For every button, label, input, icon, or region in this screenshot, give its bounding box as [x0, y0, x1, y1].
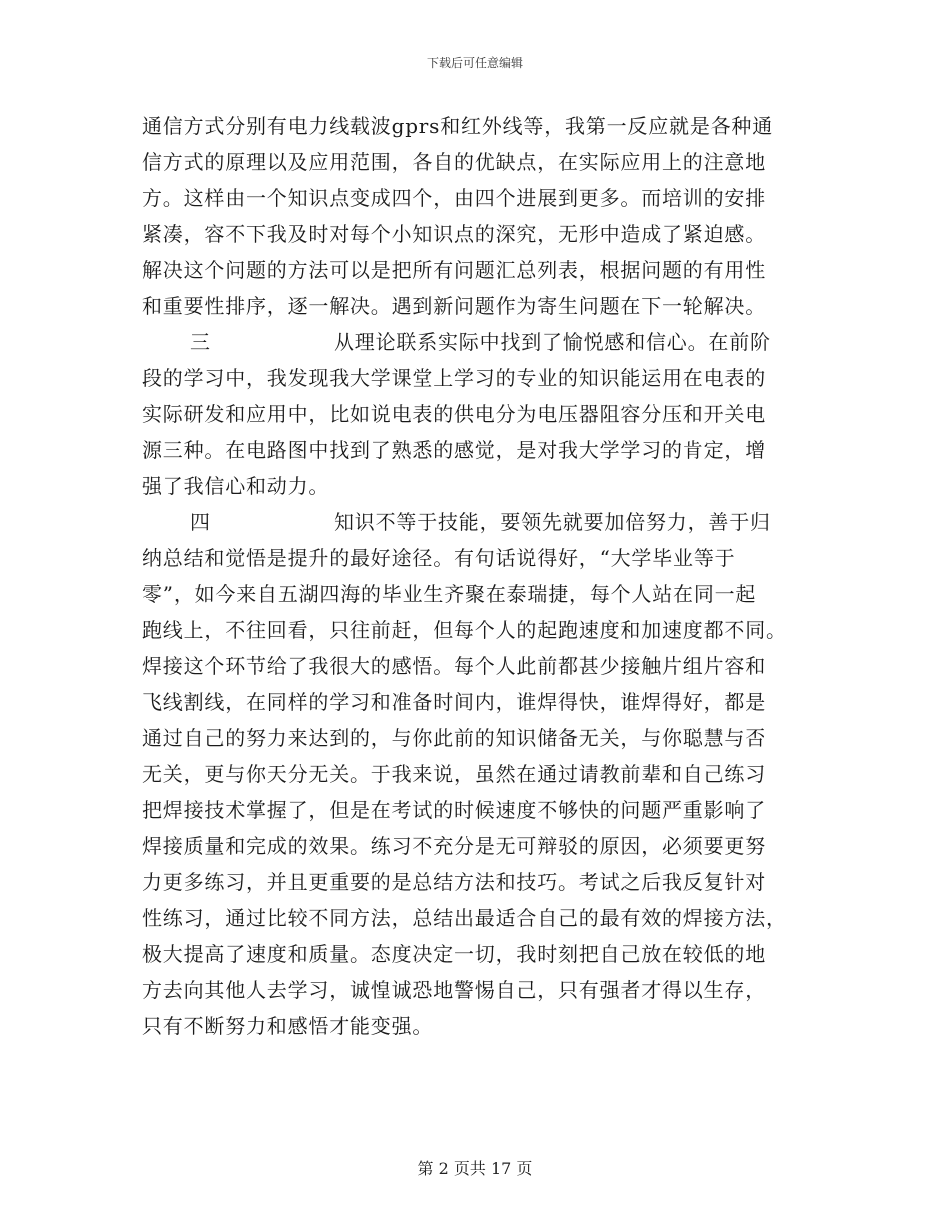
section-three-number: 三 — [190, 330, 211, 354]
text-line: 强了我信心和动力。 — [142, 474, 330, 498]
text-line: 紧凑，容不下我及时对每个小知识点的深究，无形中造成了紧迫感。 — [142, 222, 766, 246]
text-line: 极大提高了速度和质量。态度决定一切，我时刻把自己放在较低的地 — [142, 942, 766, 966]
text-line: 实际研发和应用中，比如说电表的供电分为电压器阻容分压和开关电 — [142, 402, 766, 426]
page-number: 第 2 页共 17 页 — [417, 1159, 533, 1178]
text-line: 把焊接技术掌握了，但是在考试的时候速度不够快的问题严重影响了 — [142, 798, 766, 822]
text-line: 焊接质量和完成的效果。练习不充分是无可辩驳的原因，必须要更努 — [142, 834, 766, 858]
text-line: 焊接这个环节给了我很大的感悟。每个人此前都甚少接触片组片容和 — [142, 654, 766, 678]
text-line: 力更多练习，并且更重要的是总结方法和技巧。考试之后我反复针对 — [142, 870, 766, 894]
text-line: 源三种。在电路图中找到了熟悉的感觉，是对我大学学习的肯定，增 — [142, 438, 766, 462]
text-line: 跑线上，不往回看，只往前赶，但每个人的起跑速度和加速度都不同。 — [142, 618, 787, 642]
page-header: 下载后可任意编辑 — [426, 56, 523, 70]
document-body — [142, 108, 822, 1044]
text-line: 信方式的原理以及应用范围，各自的优缺点，在实际应用上的注意地 — [142, 150, 766, 174]
text-line: 和重要性排序，逐一解决。遇到新问题作为寄生问题在下一轮解决。 — [142, 294, 766, 318]
section-three-first-line: 从理论联系实际中找到了愉悦感和信心。在前阶 — [334, 330, 771, 354]
section-four-heading-line — [142, 504, 822, 540]
section-four-first-line: 知识不等于技能，要领先就要加倍努力，善于归 — [334, 510, 771, 534]
text-line: 方。这样由一个知识点变成四个，由四个进展到更多。而培训的安排 — [142, 186, 766, 210]
text-line: 纳总结和觉悟是提升的最好途径。有句话说得好，“大学毕业等于 — [142, 546, 736, 570]
text-line: 通过自己的努力来达到的，与你此前的知识储备无关，与你聪慧与否 — [142, 726, 766, 750]
text-line: 通信方式分别有电力线载波gprs和红外线等，我第一反应就是各种通 — [142, 114, 774, 138]
text-line: 段的学习中，我发现我大学课堂上学习的专业的知识能运用在电表的 — [142, 366, 766, 390]
text-line: 无关，更与你天分无关。于我来说，虽然在通过请教前辈和自己练习 — [142, 762, 766, 786]
text-line: 零”，如今来自五湖四海的毕业生齐聚在泰瑞捷，每个人站在同一起 — [142, 582, 757, 606]
text-line: 解决这个问题的方法可以是把所有问题汇总列表，根据问题的有用性 — [142, 258, 766, 282]
text-line: 性练习，通过比较不同方法，总结出最适合自己的最有效的焊接方法， — [142, 906, 787, 930]
text-line: 只有不断努力和感悟才能变强。 — [142, 1014, 434, 1038]
section-four-number: 四 — [190, 510, 211, 534]
text-line: 方去向其他人去学习，诚惶诚恐地警惕自己，只有强者才得以生存， — [142, 978, 766, 1002]
text-line: 飞线割线，在同样的学习和准备时间内，谁焊得快，谁焊得好，都是 — [142, 690, 766, 714]
section-three-heading-line — [142, 324, 822, 360]
